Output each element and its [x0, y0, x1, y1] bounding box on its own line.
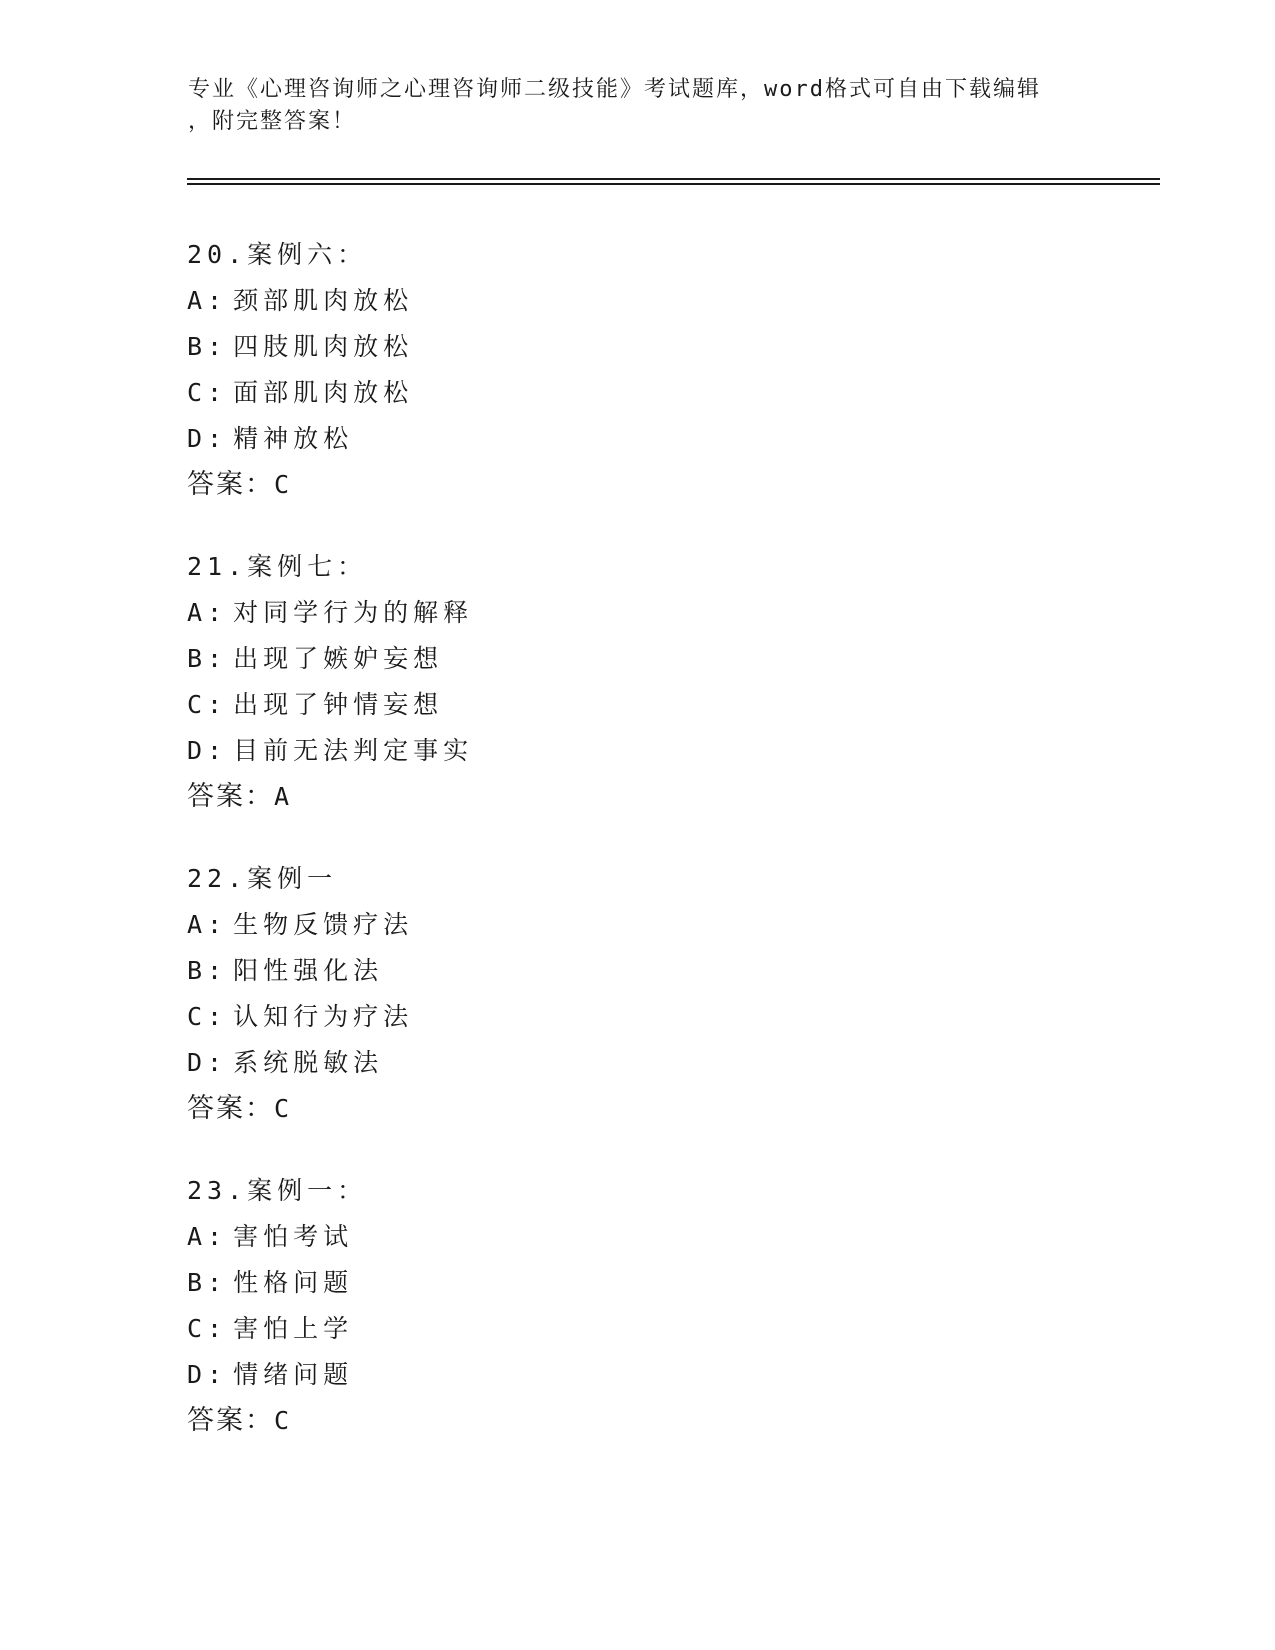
option-text: 阳性强化法: [233, 956, 384, 985]
answer-value: C: [274, 1094, 292, 1123]
option-letter: A:: [187, 598, 228, 627]
question-20: [187, 232, 1087, 508]
option-text: 情绪问题: [233, 1360, 354, 1389]
header-line-2: ，附完整答案！: [188, 109, 357, 134]
option-text: 四肢肌肉放松: [233, 332, 414, 361]
option-letter: A:: [187, 1222, 228, 1251]
option-letter: B:: [187, 644, 228, 673]
option-letter: B:: [187, 1268, 228, 1297]
option-d: [187, 728, 1087, 774]
option-letter: A:: [187, 910, 228, 939]
option-text: 对同学行为的解释: [233, 598, 474, 627]
document-header: [188, 74, 1088, 138]
option-c: [187, 1306, 1087, 1352]
question-title: 22.案例一: [187, 864, 338, 893]
option-b: [187, 324, 1087, 370]
option-a: [187, 278, 1087, 324]
option-text: 认知行为疗法: [233, 1002, 414, 1031]
option-text: 面部肌肉放松: [233, 378, 414, 407]
option-d: [187, 416, 1087, 462]
option-letter: C:: [187, 1314, 228, 1343]
option-letter: B:: [187, 956, 228, 985]
question-title: 20.案例六：: [187, 240, 368, 269]
option-letter: D:: [187, 424, 228, 453]
option-letter: C:: [187, 1002, 228, 1031]
answer-label: 答案：: [187, 1093, 274, 1124]
option-text: 害怕考试: [233, 1222, 354, 1251]
option-letter: D:: [187, 736, 228, 765]
answer-label: 答案：: [187, 469, 274, 500]
question-22: [187, 856, 1087, 1132]
option-letter: D:: [187, 1360, 228, 1389]
question-23: [187, 1168, 1087, 1444]
answer-label: 答案：: [187, 1405, 274, 1436]
option-text: 生物反馈疗法: [233, 910, 414, 939]
option-text: 出现了钟情妄想: [233, 690, 444, 719]
option-text: 目前无法判定事实: [233, 736, 474, 765]
question-title: 21.案例七：: [187, 552, 368, 581]
question-21: [187, 544, 1087, 820]
option-d: [187, 1040, 1087, 1086]
option-text: 精神放松: [233, 424, 354, 453]
option-b: [187, 1260, 1087, 1306]
option-text: 出现了嫉妒妄想: [233, 644, 444, 673]
option-b: [187, 636, 1087, 682]
option-text: 颈部肌肉放松: [233, 286, 414, 315]
option-d: [187, 1352, 1087, 1398]
header-divider-top: [187, 178, 1160, 180]
answer-line: [187, 1398, 1087, 1444]
answer-label: 答案：: [187, 781, 274, 812]
answer-value: C: [274, 470, 292, 499]
option-letter: B:: [187, 332, 228, 361]
option-text: 性格问题: [233, 1268, 354, 1297]
option-letter: A:: [187, 286, 228, 315]
option-text: 害怕上学: [233, 1314, 354, 1343]
question-title: 23.案例一：: [187, 1176, 368, 1205]
option-letter: C:: [187, 378, 228, 407]
option-letter: C:: [187, 690, 228, 719]
answer-value: C: [274, 1406, 292, 1435]
option-b: [187, 948, 1087, 994]
option-letter: D:: [187, 1048, 228, 1077]
option-a: [187, 1214, 1087, 1260]
answer-line: [187, 774, 1087, 820]
answer-line: [187, 462, 1087, 508]
option-c: [187, 994, 1087, 1040]
option-a: [187, 590, 1087, 636]
answer-value: A: [274, 782, 292, 811]
header-line-1: 专业《心理咨询师之心理咨询师二级技能》考试题库，word格式可自由下载编辑: [188, 77, 1041, 102]
option-c: [187, 370, 1087, 416]
option-text: 系统脱敏法: [233, 1048, 384, 1077]
answer-line: [187, 1086, 1087, 1132]
option-a: [187, 902, 1087, 948]
header-divider-bottom: [187, 183, 1160, 185]
question-list: [187, 232, 1087, 1480]
option-c: [187, 682, 1087, 728]
